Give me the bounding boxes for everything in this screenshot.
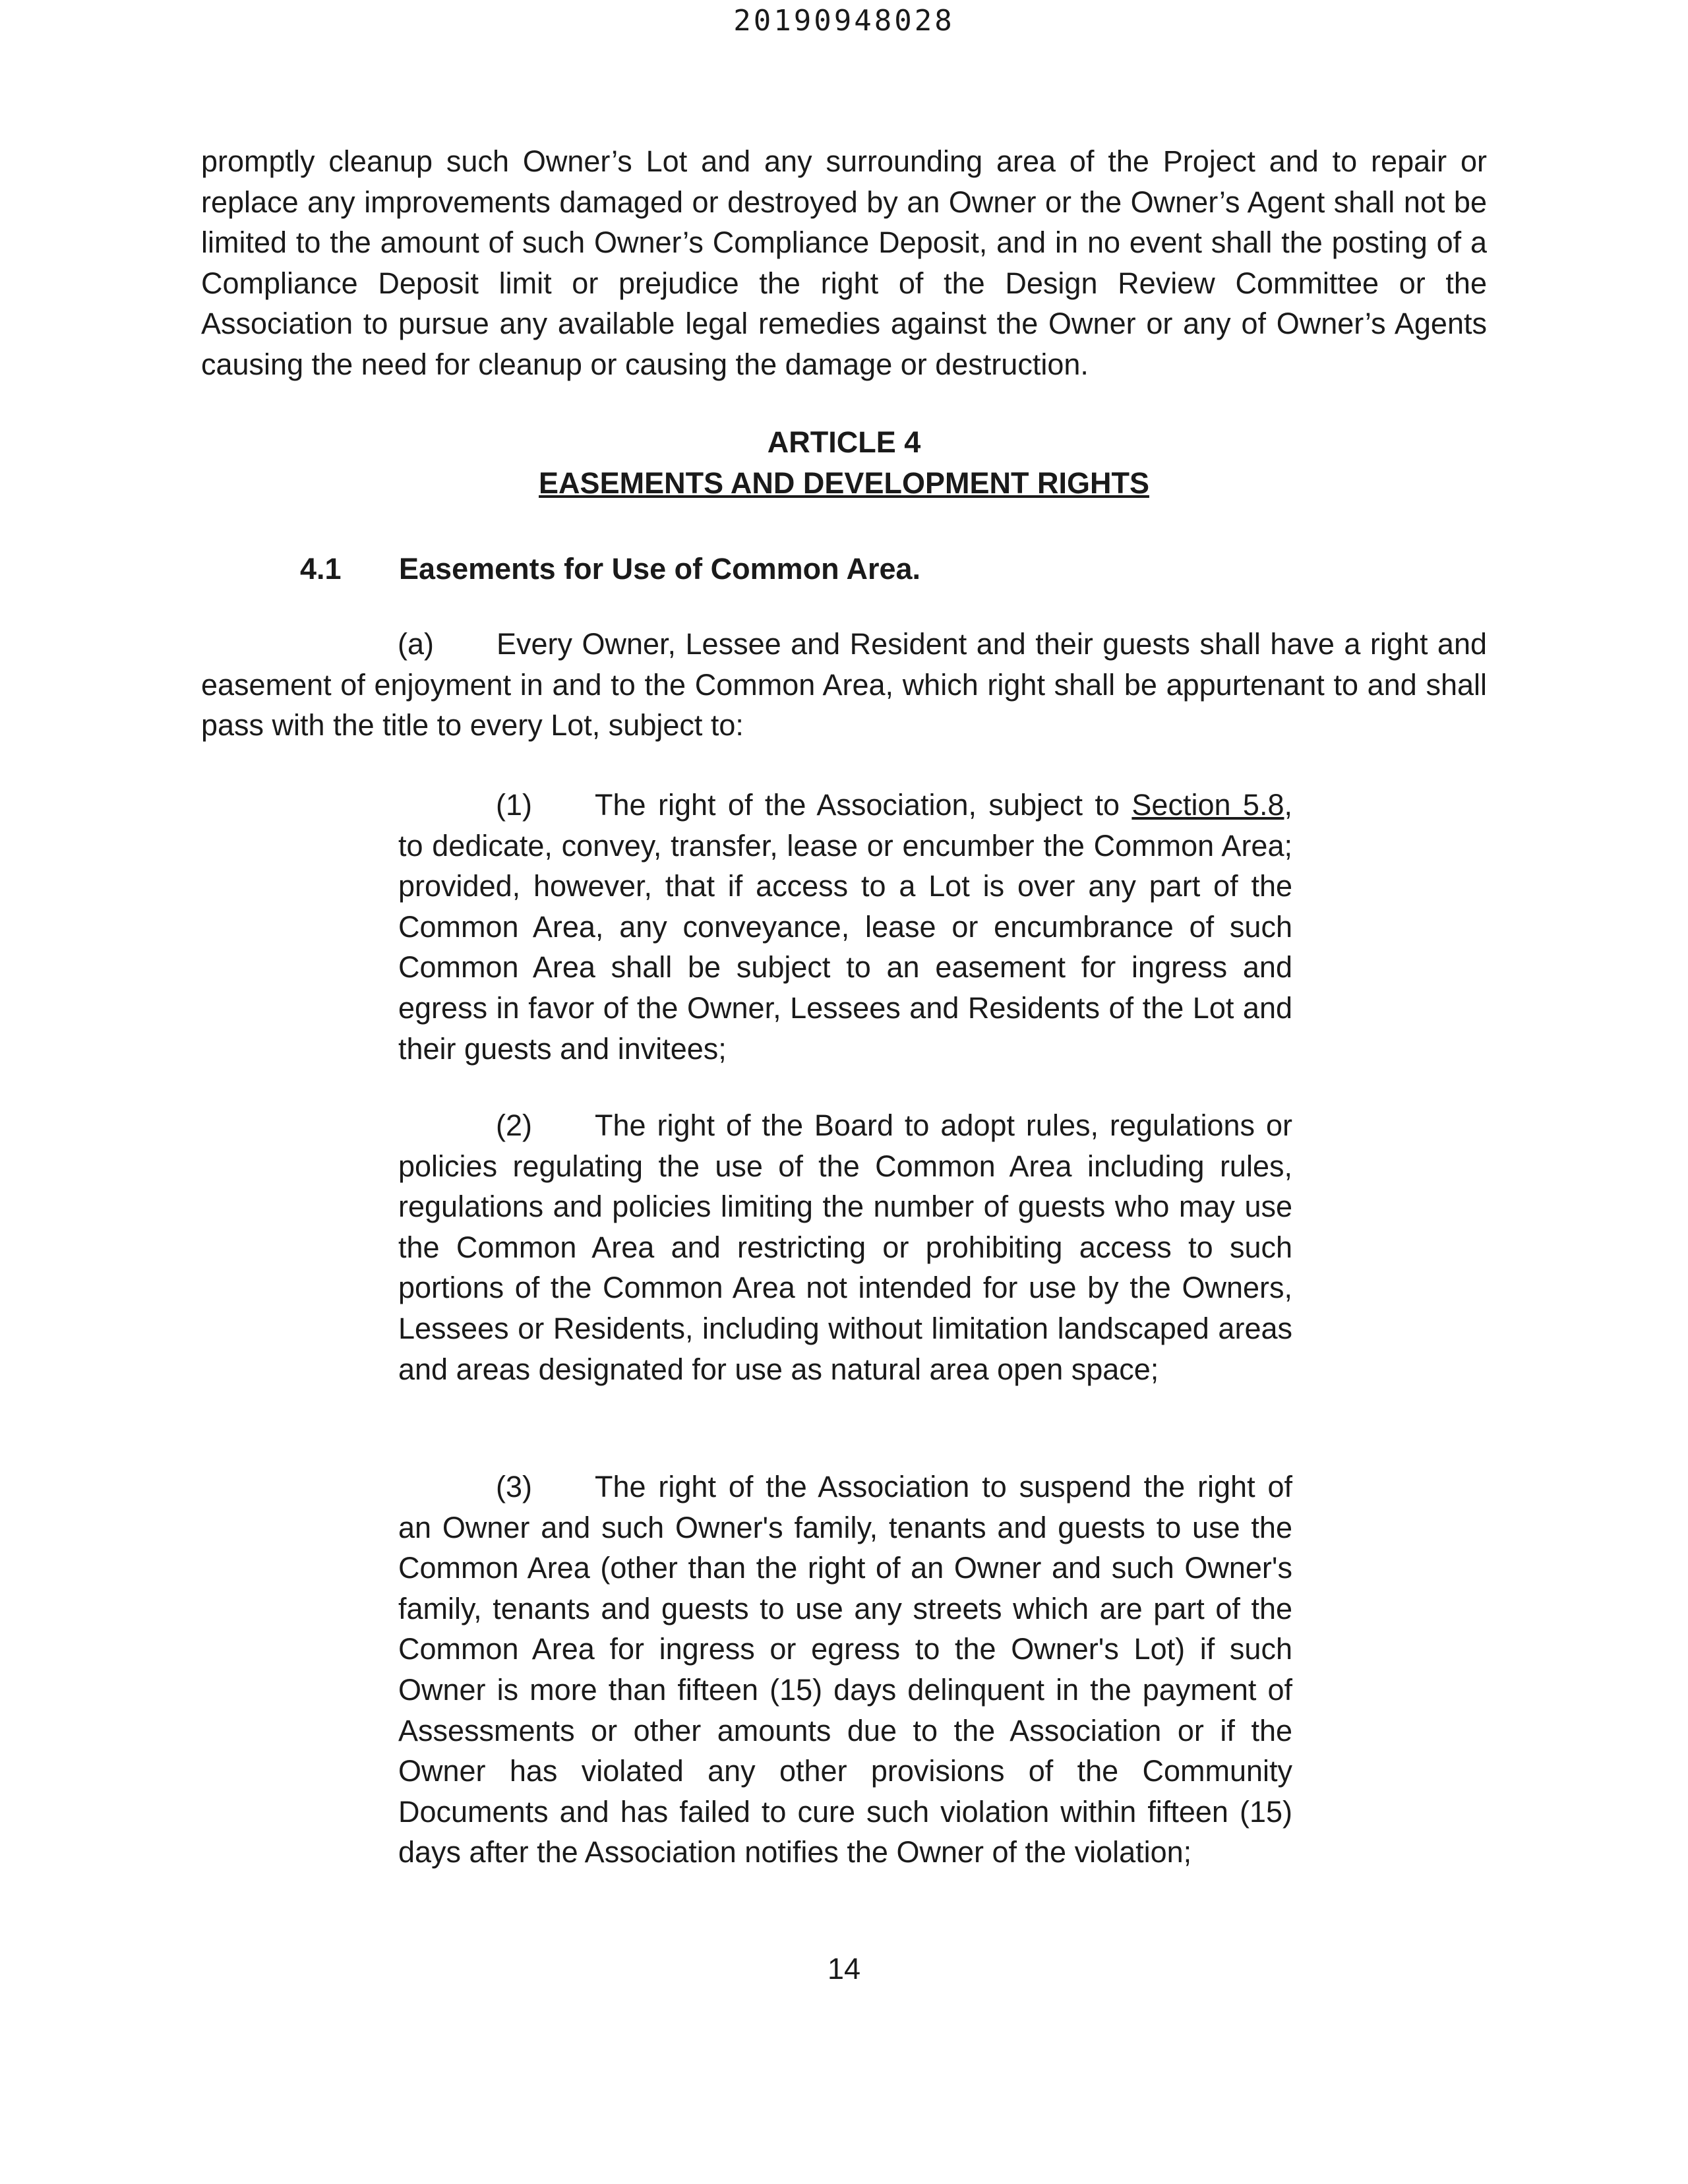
subparagraph-text: The right of the Association to suspend the right of an Owner and such Owner's family, tenants and guests to use the Common Area (other than the right of an Owner and such Owner's family, tenants and guests to use any streets which are part of the Common Area for ingress or egress to the Owner's Lot) if such Owner is more than fifteen (15) days delinquent in the payment of Assessments or other amounts due to the Association or if the Owner has violated any other provisions of the Community Documents and has failed to cure such violation within fifteen (15) days after the Association notifies the Owner of the violation; — [398, 1470, 1292, 1869]
article-heading — [0, 422, 1688, 504]
paragraph-a — [201, 624, 1487, 746]
subparagraph-2 — [398, 1105, 1292, 1389]
intro-paragraph: promptly cleanup such Owner’s Lot and any surrounding area of the Project and to repair or replace any improvements damaged or destroyed by an Owner or the Owner’s Agent shall not be limited to the amount of such Owner’s Compliance Deposit, and in no event shall the posting of a Compliance Deposit limit or prejudice the right of the Design Review Committee or the Association to pursue any available legal remedies against the Owner or any of Owner’s Agents causing the need for cleanup or causing the damage or destruction. — [201, 144, 1487, 381]
section-title: Easements for Use of Common Area. — [399, 552, 921, 586]
subparagraph-text-continued: , to dedicate, convey, transfer, lease or encumber the Common Area; provided, however, that if access to a Lot is over any part of the Common Area, any conveyance, lease or encumbrance of such Common Area shall be subject to an easement for ingress and egress in favor of the Owner, Lessees and Residents of the Lot and their guests and invitees; — [398, 788, 1292, 1066]
subparagraph-label: (2) — [496, 1108, 532, 1142]
subparagraph-text: The right of the Board to adopt rules, regulations or policies regulating the use of the Common Area including rules, regulations and policies limiting the number of guests who may use the Common Area and restricting or prohibiting access to such portions of the Common Area not intended for use by the Owners, Lessees or Residents, including without limitation landscaped areas and areas designated for use as natural area open space; — [398, 1108, 1292, 1386]
section-heading — [300, 549, 920, 590]
subparagraph-text: The right of the Association, subject to — [595, 788, 1132, 822]
article-title: EASEMENTS AND DEVELOPMENT RIGHTS — [539, 466, 1149, 500]
subparagraph-label: (1) — [496, 788, 532, 822]
section-number: 4.1 — [300, 552, 342, 586]
document-number: 20190948028 — [733, 4, 955, 38]
paragraph-a-text: Every Owner, Lessee and Resident and their guests shall have a right and easement of enjoyment in and to the Common Area, which right shall be appurtenant to and shall pass with the title to every Lot, subject to: — [201, 627, 1487, 743]
subparagraph-1 — [398, 785, 1292, 1069]
page-number: 14 — [827, 1952, 861, 1986]
section-reference-link[interactable]: Section 5.8 — [1131, 788, 1284, 822]
subparagraph-label: (3) — [496, 1470, 532, 1503]
paragraph-a-label: (a) — [398, 627, 434, 661]
article-number: ARTICLE 4 — [767, 425, 921, 459]
subparagraph-3 — [398, 1467, 1292, 1873]
